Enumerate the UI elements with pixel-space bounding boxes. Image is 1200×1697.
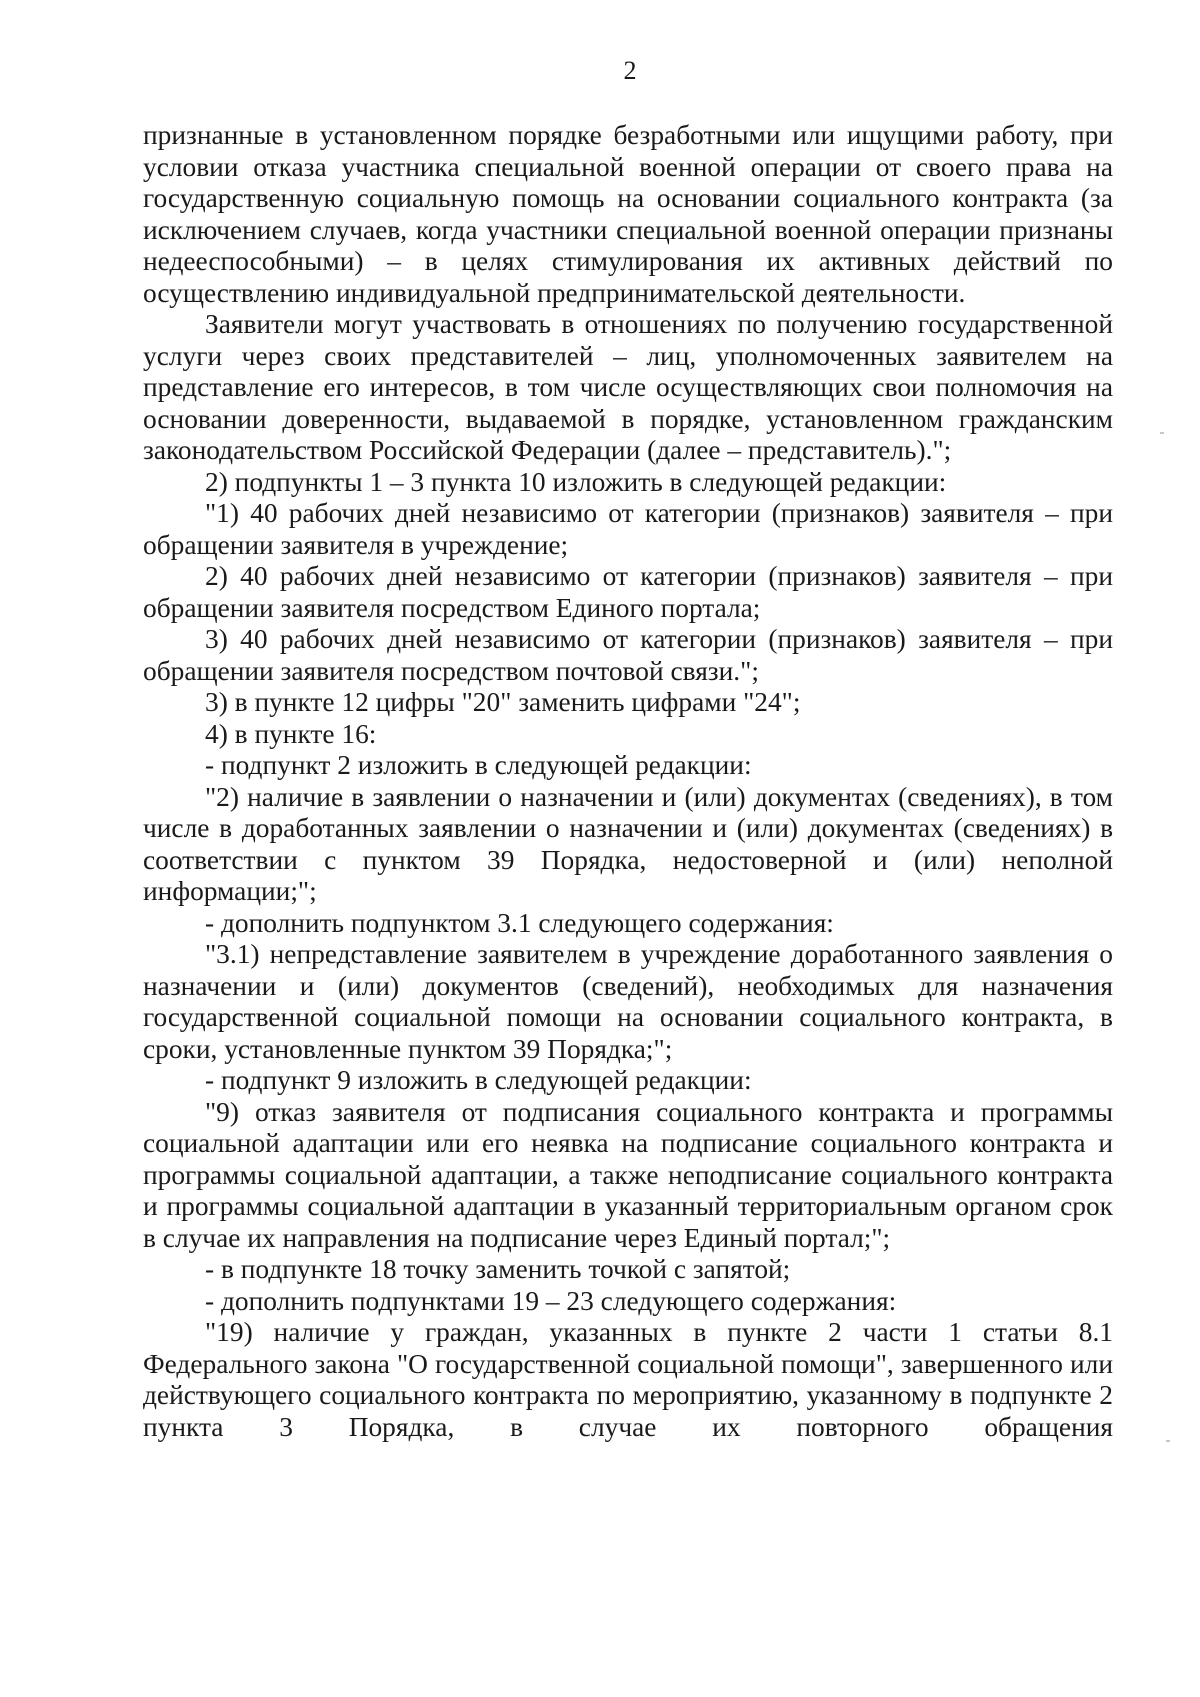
page-number: 2 [623,56,637,85]
scan-speck [1166,1440,1170,1442]
paragraph: признанные в установленном порядке безработными или ищущими работу, при условии отказа участника специальной военной операции от своего права на государственную социальную помощь на основании социального контракта (за исключением случаев, когда участники специальной военной операции признаны недееспособными) – в целях стимулирования их активных действий по осуществлению индивидуальной предпринимательской деятельности. [143,120,1113,308]
paragraph: "3.1) непредставление заявителем в учреждение доработанного заявления о назначении и (или) документов (сведений), необходимых для назначения государственной социальной помощи на основании социального контракта, в сроки, установленные пунктом 39 Порядка;"; [143,939,1113,1064]
paragraph: "2) наличие в заявлении о назначении и (или) документах (сведениях), в том числе в доработанных заявлении о назначении и (или) документах (сведениях) в соответствии с пунктом 39 Порядка, недостоверной и (или) неполной информации;"; [143,781,1113,906]
paragraph: 2) 40 рабочих дней независимо от категории (признаков) заявителя – при обращении заявителя посредством Единого портала; [143,561,1113,623]
paragraph: - дополнить подпунктом 3.1 следующего содержания: [205,907,834,938]
paragraph: 3) в пункте 12 цифры "20" заменить цифрами "24"; [205,687,801,717]
paragraph: - в подпункте 18 точку заменить точкой с запятой; [205,1254,791,1284]
paragraph: "9) отказ заявителя от подписания социального контракта и программы социальной адаптации или его неявка на подписание социального контракта и программы социальной адаптации, а также неподписание социального контракта и программы социальной адаптации в указанный территориальным органом срок в случае их направления на подписание через Единый портал;"; [143,1096,1113,1253]
paragraph: Заявители могут участвовать в отношениях по получению государственной услуги через своих представителей – лиц, уполномоченных заявителем на представление его интересов, в том числе осуществляющих свои полномочия на основании доверенности, выдаваемой в порядке, установленном гражданским законодательством Российской Федерации (далее – представитель)."; [143,309,1113,465]
paragraph: 2) подпункты 1 – 3 пункта 10 изложить в следующей редакции: [205,466,947,497]
document-body [143,120,1113,1443]
paragraph: - подпункт 9 изложить в следующей редакции: [205,1065,752,1095]
scan-speck [1160,432,1164,434]
paragraph: "1) 40 рабочих дней независимо от категории (признаков) заявителя – при обращении заявителя в учреждение; [143,498,1113,560]
paragraph: - дополнить подпунктами 19 – 23 следующего содержания: [205,1285,897,1316]
paragraph: "19) наличие у граждан, указанных в пункте 2 части 1 статьи 8.1 Федерального закона "О государственной социальной помощи", завершенного или действующего социального контракта по мероприятию, указанному в подпункте 2 пункта 3 Порядка, в случае их повторного обращения [143,1317,1113,1442]
paragraph: - подпункт 2 изложить в следующей редакции: [205,750,752,780]
paragraph: 4) в пункте 16: [205,718,377,749]
paragraph: 3) 40 рабочих дней независимо от категории (признаков) заявителя – при обращении заявителя посредством почтовой связи."; [143,624,1113,686]
